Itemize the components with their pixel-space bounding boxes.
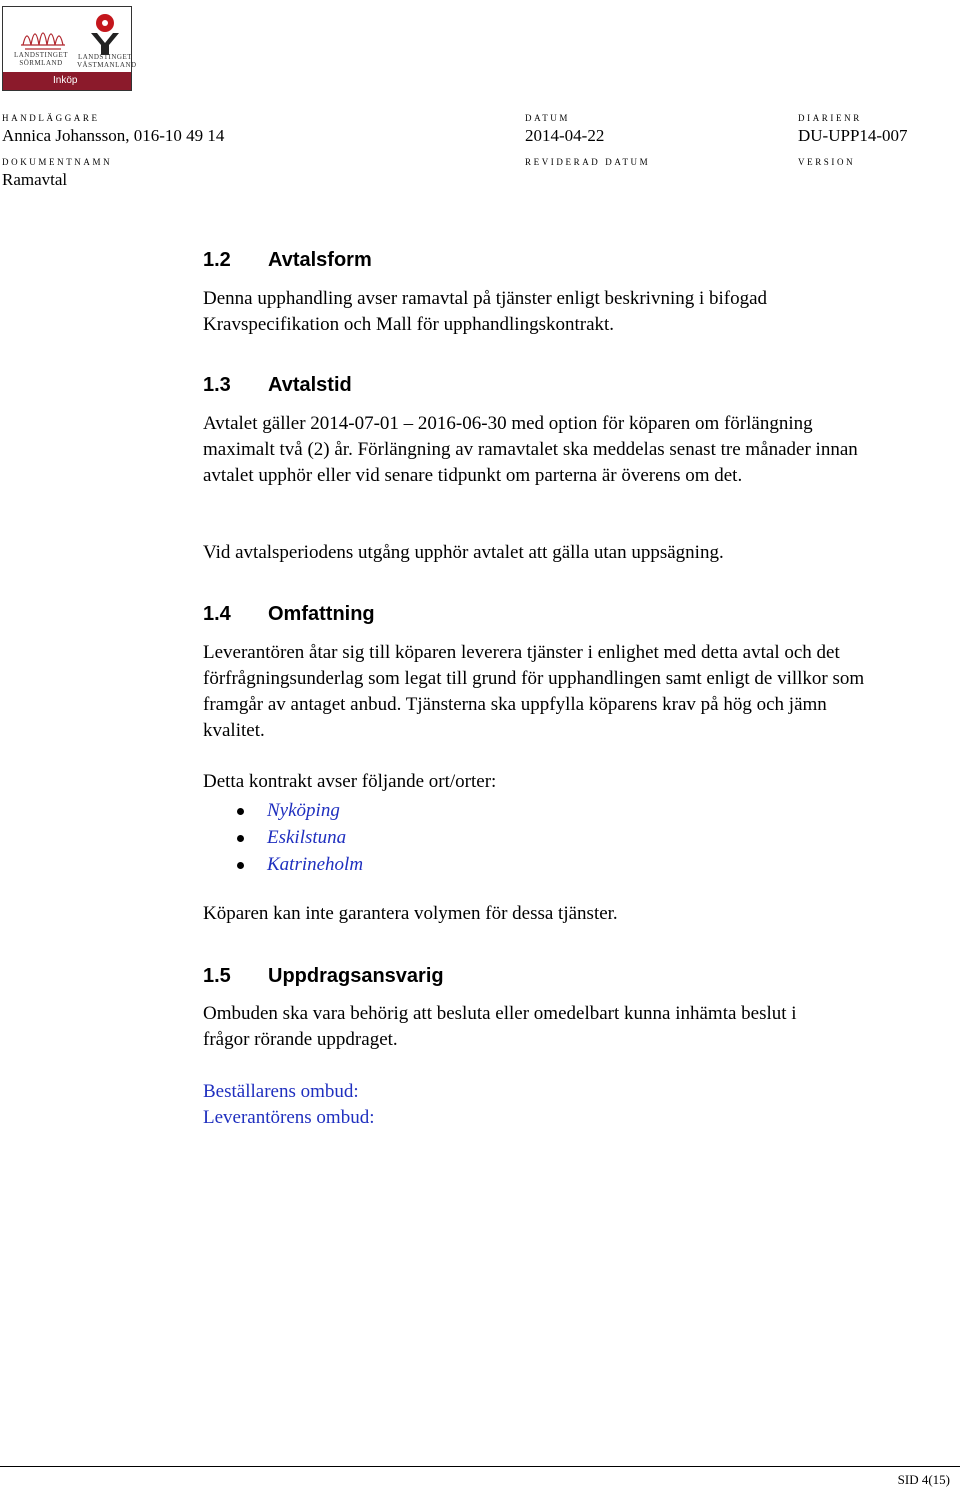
section-title: Omfattning xyxy=(268,603,375,625)
organization-logo xyxy=(2,6,137,91)
list-item xyxy=(203,851,363,878)
section-title: Avtalsform xyxy=(268,249,372,271)
datum-value: 2014-04-22 xyxy=(525,126,605,145)
section-title: Avtalstid xyxy=(268,374,352,396)
bullet-icon xyxy=(237,862,244,869)
places-list xyxy=(203,797,363,878)
org2-name: LANDSTINGET VÄSTMANLAND xyxy=(77,53,137,69)
dokumentnamn-label: DOKUMENTNAMN xyxy=(2,157,113,167)
section-heading-1-2 xyxy=(203,249,372,272)
section-number: 1.2 xyxy=(203,249,231,271)
section-1-4-paragraph-3: Köparen kan inte garantera volymen för dessa tjänster. xyxy=(203,903,618,924)
dokumentnamn-value: Ramavtal xyxy=(2,170,68,189)
list-item xyxy=(203,797,363,824)
section-1-3-paragraph-1: Avtalet gäller 2014-07-01 – 2016-06-30 med option för köparen om förlängning maximalt två (2) år. Förlängning av ramavtalet ska meddelas senast tre månader innan avtalet upphör eller vid senare tidpunkt om parterna är överens om det. xyxy=(203,413,858,486)
section-title: Uppdragsansvarig xyxy=(268,965,444,987)
org1-name: LANDSTINGET SÖRMLAND xyxy=(13,51,69,67)
section-1-5-paragraph: Ombuden ska vara behörig att besluta eller omedelbart kunna inhämta beslut i frågor rörande uppdraget. xyxy=(203,1003,797,1050)
bullet-icon xyxy=(237,808,244,815)
section-heading-1-3 xyxy=(203,374,352,397)
section-number: 1.4 xyxy=(203,603,231,625)
datum-label: DATUM xyxy=(525,113,571,123)
place-name: Nyköping xyxy=(267,800,340,821)
leverantorens-ombud-label: Leverantörens ombud: xyxy=(203,1107,375,1128)
list-item xyxy=(203,824,363,851)
section-1-2-paragraph: Denna upphandling avser ramavtal på tjänster enligt beskrivning i bifogad Kravspecifikation och Mall för upphandlingskontrakt. xyxy=(203,288,768,335)
section-1-4-paragraph-2: Detta kontrakt avser följande ort/orter: xyxy=(203,771,497,792)
page-number: SID 4(15) xyxy=(897,1472,950,1487)
section-1-4-paragraph-1: Leverantören åtar sig till köparen leverera tjänster i enlighet med detta avtal och det förfrågningsunderlag som legat till grund för upphandlingen samt enligt de villkor som framgår av antaget anbud. Tjänsterna ska uppfylla köparens krav på hög och jämn kvalitet. xyxy=(203,642,865,741)
section-heading-1-4 xyxy=(203,603,375,626)
diarienr-label: DIARIENR xyxy=(798,113,862,123)
place-name: Eskilstuna xyxy=(267,827,347,848)
section-number: 1.5 xyxy=(203,965,231,987)
reviderad-datum-label: REVIDERAD DATUM xyxy=(525,157,651,167)
inkop-label: Inköp xyxy=(3,72,131,90)
handlaggare-value: Annica Johansson, 016-10 49 14 xyxy=(2,126,225,145)
section-heading-1-5 xyxy=(203,965,444,988)
bullet-icon xyxy=(237,835,244,842)
handlaggare-label: HANDLÄGGARE xyxy=(2,113,100,123)
section-number: 1.3 xyxy=(203,374,231,396)
version-label: VERSION xyxy=(798,157,856,167)
diarienr-value: DU-UPP14-007 xyxy=(798,126,908,145)
footer-divider xyxy=(0,1466,960,1467)
place-name: Katrineholm xyxy=(267,854,364,875)
section-1-3-paragraph-2: Vid avtalsperiodens utgång upphör avtalet att gälla utan uppsägning. xyxy=(203,542,724,563)
bestallarens-ombud-label: Beställarens ombud: xyxy=(203,1081,359,1102)
